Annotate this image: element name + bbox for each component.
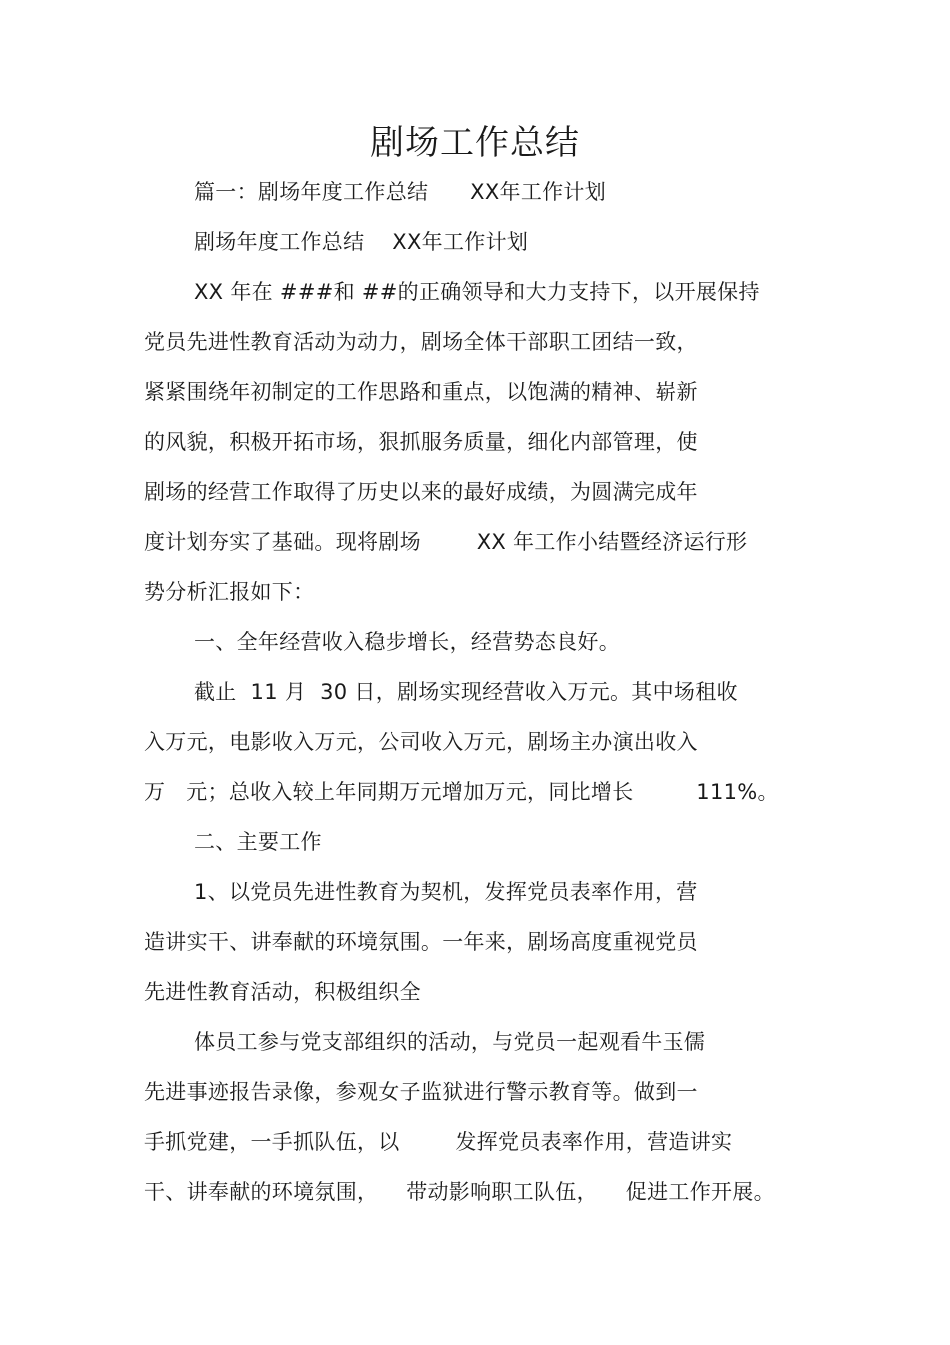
paragraph-line: XX 年在 ###和 ##的正确领导和大力支持下，以开展保持 [194,280,760,304]
paragraph-line: 势分析汇报如下： [144,580,315,604]
section-heading-1: 一、全年经营收入稳步增长，经营势态良好。 [194,630,620,654]
paragraph-line: 先进事迹报告录像，参观女子监狱进行警示教育等。做到一 [144,1080,698,1104]
paragraph-line: 的风貌，积极开拓市场，狠抓服务质量，细化内部管理，使 [144,430,698,454]
paragraph-line: 紧紧围绕年初制定的工作思路和重点，以饱满的精神、崭新 [144,380,698,404]
paragraph-line: 干、讲奉献的环境氛围， 带动影响职工队伍， 促进工作开展。 [144,1180,775,1204]
subtitle-line: 剧场年度工作总结 XX年工作计划 [194,230,529,254]
paragraph-line: 先进性教育活动，积极组织全 [144,980,421,1004]
paragraph-line: 党员先进性教育活动为动力，剧场全体干部职工团结一致， [144,330,698,354]
paragraph-line: 度计划夯实了基础。现将剧场 XX 年工作小结暨经济运行形 [144,530,748,554]
section-heading-2: 二、主要工作 [194,830,322,854]
paragraph-line: 造讲实干、讲奉献的环境氛围。一年来，剧场高度重视党员 [144,930,698,954]
paragraph-line: 截止 11 月 30 日，剧场实现经营收入万元。其中场租收 [194,680,738,704]
document-title: 剧场工作总结 [370,123,580,163]
paragraph-line: 剧场的经营工作取得了历史以来的最好成绩，为圆满完成年 [144,480,698,504]
paragraph-line: 体员工参与党支部组织的活动，与党员一起观看牛玉儒 [194,1030,706,1054]
paragraph-line: 入万元，电影收入万元，公司收入万元，剧场主办演出收入 [144,730,698,754]
paragraph-line: 手抓党建，一手抓队伍，以 发挥党员表率作用，营造讲实 [144,1130,733,1154]
paragraph-line: 万 元；总收入较上年同期万元增加万元，同比增长 111%。 [144,780,779,804]
chapter-heading: 篇一：剧场年度工作总结 XX年工作计划 [194,180,607,204]
paragraph-line: 1、以党员先进性教育为契机，发挥党员表率作用，营 [194,880,698,904]
